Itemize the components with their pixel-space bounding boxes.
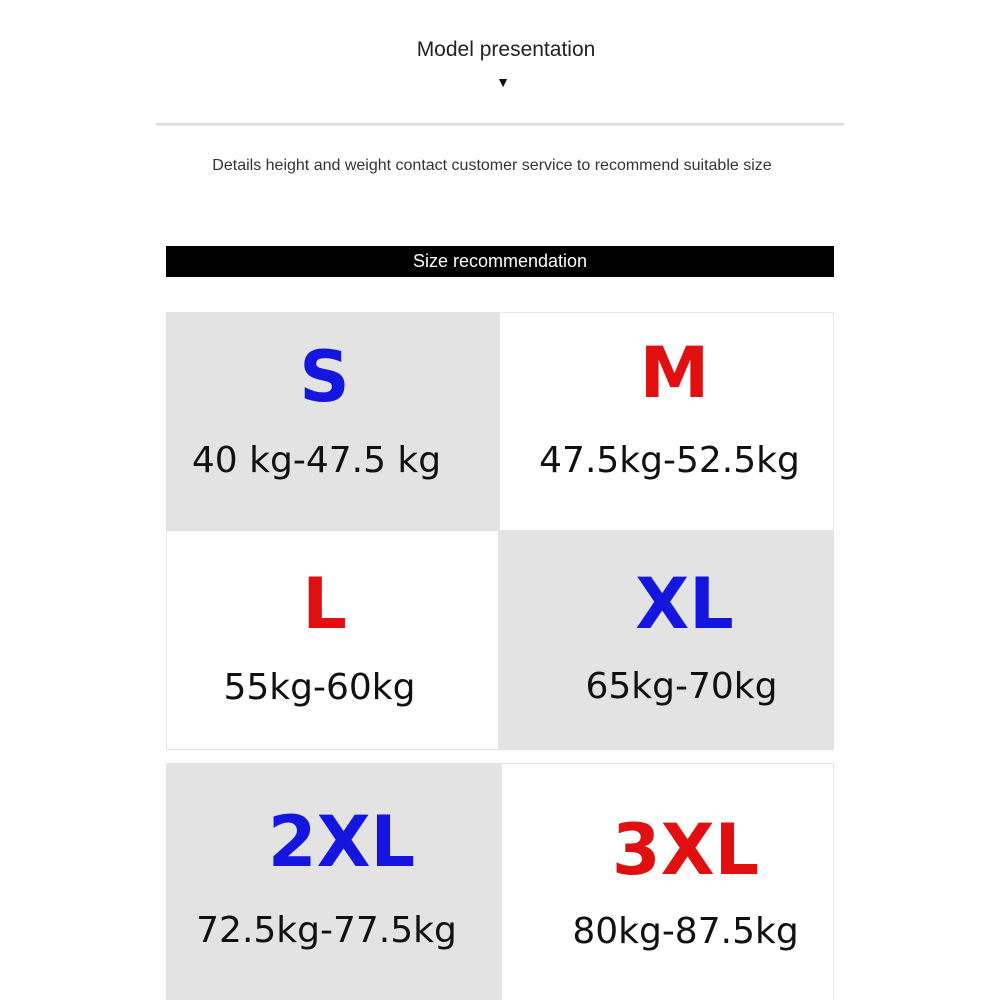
size-card-m — [499, 312, 834, 531]
weight-range: 72.5kg-77.5kg — [196, 910, 457, 951]
weight-range: 40 kg-47.5 kg — [191, 440, 442, 481]
size-card-l — [166, 531, 499, 750]
size-recommendation-banner — [166, 246, 834, 277]
size-label: 3XL — [611, 809, 760, 891]
size-card-s — [166, 312, 499, 531]
size-label: XL — [635, 563, 734, 645]
subtitle: Details height and weight contact customer service to recommend suitable size — [212, 157, 772, 174]
down-arrow-icon: ▼ — [496, 74, 510, 90]
size-label: S — [299, 336, 350, 418]
size-label: M — [639, 332, 710, 414]
weight-range: 80kg-87.5kg — [572, 911, 799, 952]
size-card-xl — [499, 531, 834, 750]
size-label: L — [302, 563, 347, 645]
weight-range: 55kg-60kg — [223, 667, 416, 708]
size-card-2xl — [166, 763, 501, 1000]
banner-label: Size recommendation — [412, 251, 588, 271]
size-label: 2XL — [267, 801, 416, 883]
page-title: Model presentation — [416, 38, 596, 61]
size-card-3xl — [501, 763, 834, 1000]
weight-range: 47.5kg-52.5kg — [539, 440, 800, 481]
weight-range: 65kg-70kg — [585, 666, 778, 707]
divider — [156, 123, 844, 126]
